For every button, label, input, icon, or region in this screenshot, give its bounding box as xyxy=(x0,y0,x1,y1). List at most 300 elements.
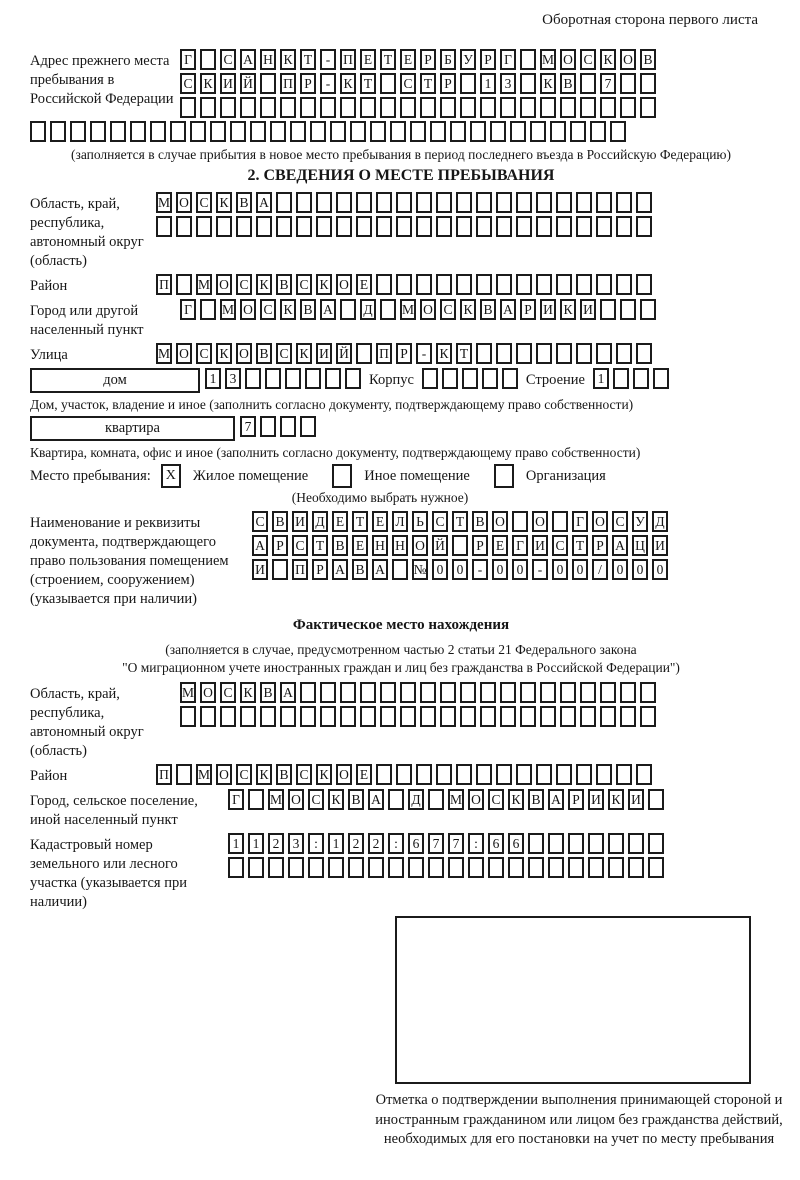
dom-box: дом xyxy=(30,368,200,393)
kadastr-rows xyxy=(228,833,664,912)
char-cell: Г xyxy=(180,299,196,320)
char-cell xyxy=(450,121,466,142)
char-cell xyxy=(360,682,376,703)
char-cell xyxy=(576,216,592,237)
char-cell xyxy=(130,121,146,142)
char-cell xyxy=(345,368,361,389)
char-cell: Т xyxy=(300,49,316,70)
char-cell xyxy=(296,192,312,213)
char-cell xyxy=(560,706,576,727)
char-cell xyxy=(588,833,604,854)
char-cell: 0 xyxy=(452,559,468,580)
char-cell xyxy=(416,764,432,785)
char-cell xyxy=(653,368,669,389)
char-cell xyxy=(248,857,264,878)
char-cell xyxy=(230,121,246,142)
char-cell xyxy=(560,682,576,703)
char-cell xyxy=(540,706,556,727)
char-cell xyxy=(500,682,516,703)
char-cell xyxy=(552,511,568,532)
char-cell: Е xyxy=(356,274,372,295)
char-cell xyxy=(320,682,336,703)
stroenie-cells xyxy=(593,368,669,389)
char-cell xyxy=(396,192,412,213)
char-cell: 0 xyxy=(492,559,508,580)
char-cell: К xyxy=(240,682,256,703)
cell-row xyxy=(180,299,656,340)
char-cell: К xyxy=(608,789,624,810)
cell-row xyxy=(156,274,652,296)
raion-label: Район xyxy=(30,278,68,294)
char-cell xyxy=(236,216,252,237)
fact-raion-label: Район xyxy=(30,768,68,784)
char-cell xyxy=(560,97,576,118)
char-cell xyxy=(640,97,656,118)
char-cell: 0 xyxy=(612,559,628,580)
char-cell xyxy=(480,682,496,703)
char-cell xyxy=(260,706,276,727)
char-cell xyxy=(520,682,536,703)
char-cell xyxy=(356,192,372,213)
char-cell: В xyxy=(332,535,348,556)
char-cell xyxy=(260,73,276,94)
char-cell xyxy=(356,216,372,237)
char-cell xyxy=(488,857,504,878)
char-cell xyxy=(240,706,256,727)
char-cell: И xyxy=(588,789,604,810)
char-cell: 0 xyxy=(432,559,448,580)
char-cell: 0 xyxy=(652,559,668,580)
char-cell: 7 xyxy=(240,416,256,437)
char-cell xyxy=(500,706,516,727)
char-cell: С xyxy=(552,535,568,556)
char-cell xyxy=(648,833,664,854)
char-cell xyxy=(596,343,612,364)
char-cell xyxy=(436,216,452,237)
korpus-cells xyxy=(422,368,518,389)
char-cell: В xyxy=(260,682,276,703)
char-cell xyxy=(396,216,412,237)
char-cell xyxy=(640,682,656,703)
char-cell: Е xyxy=(400,49,416,70)
char-cell: О xyxy=(420,299,436,320)
char-cell xyxy=(628,833,644,854)
checkbox-organizatsiya xyxy=(494,464,514,488)
char-cell: С xyxy=(252,511,268,532)
dom-cells xyxy=(205,368,361,389)
char-cell: П xyxy=(156,764,172,785)
char-cell: К xyxy=(296,343,312,364)
char-cell: Е xyxy=(352,535,368,556)
fact-gorod-label: Город, сельское поселение, иной населенный пункт xyxy=(30,793,198,828)
char-cell: С xyxy=(296,764,312,785)
char-cell: К xyxy=(560,299,576,320)
char-cell: Т xyxy=(352,511,368,532)
char-cell xyxy=(190,121,206,142)
checkbox-zhiloe: X xyxy=(161,464,181,488)
char-cell: Р xyxy=(520,299,536,320)
char-cell xyxy=(570,121,586,142)
char-cell: О xyxy=(492,511,508,532)
cell-row xyxy=(156,192,652,213)
char-cell xyxy=(476,216,492,237)
char-cell xyxy=(340,97,356,118)
char-cell xyxy=(285,368,301,389)
dom-row xyxy=(30,368,772,393)
char-cell xyxy=(528,833,544,854)
document-label: Наименование и реквизиты документа, подтверждающего право пользования помещением (строением, сооружением) (указывается при наличии) xyxy=(30,515,229,607)
char-cell: Р xyxy=(592,535,608,556)
char-cell xyxy=(508,857,524,878)
char-cell: Г xyxy=(180,49,196,70)
char-cell: Й xyxy=(432,535,448,556)
char-cell: Т xyxy=(452,511,468,532)
char-cell xyxy=(480,97,496,118)
char-cell xyxy=(300,97,316,118)
char-cell: Т xyxy=(360,73,376,94)
char-cell: 1 xyxy=(480,73,496,94)
char-cell xyxy=(496,343,512,364)
char-cell: М xyxy=(540,49,556,70)
char-cell xyxy=(196,216,212,237)
char-cell xyxy=(616,764,632,785)
char-cell xyxy=(265,368,281,389)
option-zhiloe-label: Жилое помещение xyxy=(192,467,309,484)
char-cell: Е xyxy=(356,764,372,785)
char-cell: Е xyxy=(360,49,376,70)
char-cell: Й xyxy=(240,73,256,94)
char-cell: 2 xyxy=(348,833,364,854)
fact-raion-field xyxy=(30,764,772,786)
char-cell: Н xyxy=(372,535,388,556)
char-cell xyxy=(588,857,604,878)
char-cell: 2 xyxy=(368,833,384,854)
char-cell: Р xyxy=(420,49,436,70)
char-cell xyxy=(260,416,276,437)
char-cell: Р xyxy=(440,73,456,94)
kvartira-box: квартира xyxy=(30,416,235,441)
char-cell xyxy=(600,97,616,118)
char-cell xyxy=(250,121,266,142)
char-cell xyxy=(368,857,384,878)
char-cell xyxy=(30,121,46,142)
char-cell: А xyxy=(372,559,388,580)
char-cell xyxy=(596,216,612,237)
cell-row xyxy=(252,559,668,580)
char-cell xyxy=(110,121,126,142)
kadastr-label: Кадастровый номер земельного или лесного участка (указывается при наличии) xyxy=(30,837,187,910)
char-cell: К xyxy=(280,299,296,320)
char-cell xyxy=(636,216,652,237)
char-cell xyxy=(416,216,432,237)
char-cell: 1 xyxy=(205,368,221,389)
char-cell: К xyxy=(280,49,296,70)
char-cell xyxy=(276,192,292,213)
char-cell xyxy=(540,682,556,703)
char-cell xyxy=(200,97,216,118)
char-cell xyxy=(228,857,244,878)
fact-note-line2: "О миграционном учете иностранных граждан и лиц без гражданства в Российской Федерации") xyxy=(122,660,680,675)
char-cell: К xyxy=(256,274,272,295)
char-cell: А xyxy=(500,299,516,320)
checkbox-inoe xyxy=(332,464,352,488)
char-cell xyxy=(596,274,612,295)
char-cell xyxy=(176,764,192,785)
char-cell: - xyxy=(416,343,432,364)
char-cell: Г xyxy=(228,789,244,810)
char-cell: - xyxy=(532,559,548,580)
char-cell xyxy=(70,121,86,142)
char-cell: - xyxy=(320,73,336,94)
char-cell xyxy=(520,97,536,118)
dom-note: Дом, участок, владение и иное (заполнить согласно документу, подтверждающему право собственности) xyxy=(30,397,634,412)
char-cell: С xyxy=(196,343,212,364)
char-cell: Д xyxy=(408,789,424,810)
char-cell: И xyxy=(580,299,596,320)
char-cell: К xyxy=(256,764,272,785)
char-cell xyxy=(376,216,392,237)
char-cell xyxy=(536,274,552,295)
char-cell: К xyxy=(540,73,556,94)
cell-row xyxy=(180,682,656,703)
char-cell: Р xyxy=(312,559,328,580)
char-cell xyxy=(536,343,552,364)
char-cell xyxy=(620,682,636,703)
char-cell xyxy=(548,857,564,878)
char-cell: А xyxy=(240,49,256,70)
mesto-label: Место пребывания: xyxy=(30,467,151,484)
char-cell xyxy=(460,706,476,727)
cell-row xyxy=(180,73,656,94)
char-cell xyxy=(176,274,192,295)
char-cell: С xyxy=(308,789,324,810)
char-cell xyxy=(480,706,496,727)
char-cell: Т xyxy=(572,535,588,556)
char-cell xyxy=(390,121,406,142)
char-cell xyxy=(200,49,216,70)
gorod-label: Город или другой населенный пункт xyxy=(30,303,144,338)
char-cell xyxy=(636,192,652,213)
char-cell xyxy=(576,274,592,295)
cell-row xyxy=(156,216,652,237)
char-cell: И xyxy=(220,73,236,94)
char-cell: О xyxy=(176,343,192,364)
prev-address-note: (заполняется в случае прибытия в новое место пребывания в период последнего въезда в Российскую Федерацию) xyxy=(70,147,732,162)
char-cell xyxy=(496,764,512,785)
char-cell xyxy=(300,706,316,727)
char-cell: П xyxy=(292,559,308,580)
char-cell: П xyxy=(376,343,392,364)
char-cell: / xyxy=(592,559,608,580)
char-cell xyxy=(590,121,606,142)
char-cell: И xyxy=(628,789,644,810)
char-cell xyxy=(608,833,624,854)
oblast-label: Область, край, республика, автономный округ (область) xyxy=(30,196,144,269)
char-cell: Г xyxy=(572,511,588,532)
char-cell: К xyxy=(216,192,232,213)
char-cell xyxy=(400,706,416,727)
char-cell: У xyxy=(632,511,648,532)
char-cell xyxy=(428,857,444,878)
char-cell xyxy=(476,764,492,785)
char-cell: С xyxy=(432,511,448,532)
char-cell xyxy=(556,274,572,295)
prev-address-field xyxy=(30,49,772,118)
char-cell: С xyxy=(220,682,236,703)
cell-row xyxy=(180,97,656,118)
char-cell xyxy=(448,857,464,878)
char-cell: Б xyxy=(440,49,456,70)
char-cell xyxy=(452,535,468,556)
char-cell xyxy=(336,192,352,213)
char-cell xyxy=(305,368,321,389)
char-cell: М xyxy=(156,192,172,213)
stroenie-label: Строение xyxy=(525,372,585,388)
char-cell xyxy=(156,216,172,237)
char-cell: Т xyxy=(312,535,328,556)
char-cell: О xyxy=(336,764,352,785)
char-cell: С xyxy=(236,274,252,295)
char-cell: П xyxy=(280,73,296,94)
char-cell xyxy=(616,192,632,213)
char-cell: О xyxy=(592,511,608,532)
document-field xyxy=(30,511,772,609)
char-cell xyxy=(380,706,396,727)
char-cell xyxy=(550,121,566,142)
char-cell: : xyxy=(388,833,404,854)
char-cell: О xyxy=(288,789,304,810)
char-cell xyxy=(170,121,186,142)
char-cell xyxy=(210,121,226,142)
char-cell xyxy=(476,343,492,364)
fact-oblast-rows xyxy=(180,682,656,761)
char-cell xyxy=(616,274,632,295)
char-cell xyxy=(280,416,296,437)
kvartira-cells xyxy=(240,416,316,437)
char-cell: У xyxy=(460,49,476,70)
char-cell: 1 xyxy=(328,833,344,854)
char-cell xyxy=(392,559,408,580)
char-cell: Л xyxy=(392,511,408,532)
char-cell xyxy=(636,764,652,785)
char-cell: Е xyxy=(492,535,508,556)
char-cell: В xyxy=(640,49,656,70)
char-cell: С xyxy=(276,343,292,364)
char-cell: 3 xyxy=(288,833,304,854)
char-cell: Ц xyxy=(632,535,648,556)
char-cell xyxy=(596,764,612,785)
char-cell xyxy=(320,706,336,727)
char-cell xyxy=(400,97,416,118)
char-cell xyxy=(256,216,272,237)
char-cell xyxy=(300,682,316,703)
char-cell: О xyxy=(468,789,484,810)
cell-row xyxy=(228,857,664,878)
prev-address-label: Адрес прежнего места пребывания в Российской Федерации xyxy=(30,53,174,107)
char-cell xyxy=(462,368,478,389)
char-cell xyxy=(568,833,584,854)
char-cell xyxy=(220,706,236,727)
char-cell xyxy=(633,368,649,389)
char-cell: Р xyxy=(300,73,316,94)
char-cell: В xyxy=(560,73,576,94)
char-cell: К xyxy=(340,73,356,94)
char-cell xyxy=(648,789,664,810)
char-cell: А xyxy=(252,535,268,556)
char-cell xyxy=(576,192,592,213)
char-cell: К xyxy=(200,73,216,94)
char-cell: Г xyxy=(500,49,516,70)
char-cell: Т xyxy=(420,73,436,94)
char-cell xyxy=(528,857,544,878)
char-cell xyxy=(568,857,584,878)
char-cell xyxy=(496,274,512,295)
char-cell: К xyxy=(316,764,332,785)
char-cell xyxy=(502,368,518,389)
char-cell xyxy=(360,97,376,118)
char-cell xyxy=(440,706,456,727)
char-cell xyxy=(548,833,564,854)
char-cell: 2 xyxy=(268,833,284,854)
stamp-caption: Отметка о подтверждении выполнения принимающей стороной и иностранным гражданином или лицом без гражданства действий, необходимых для его постановки на учет по месту пребывания xyxy=(375,1092,783,1147)
char-cell xyxy=(456,216,472,237)
char-cell xyxy=(200,299,216,320)
cell-row xyxy=(180,49,656,70)
char-cell xyxy=(376,764,392,785)
gorod-field xyxy=(30,299,772,340)
char-cell: 0 xyxy=(512,559,528,580)
char-cell: М xyxy=(196,274,212,295)
char-cell xyxy=(340,682,356,703)
char-cell: 1 xyxy=(593,368,609,389)
char-cell: О xyxy=(240,299,256,320)
char-cell xyxy=(176,216,192,237)
fact-notes xyxy=(30,641,772,677)
char-cell xyxy=(422,368,438,389)
char-cell: К xyxy=(316,274,332,295)
char-cell xyxy=(396,274,412,295)
char-cell: - xyxy=(320,49,336,70)
char-cell xyxy=(50,121,66,142)
char-cell: О xyxy=(532,511,548,532)
char-cell: В xyxy=(300,299,316,320)
char-cell xyxy=(640,706,656,727)
cell-row xyxy=(156,764,652,786)
char-cell xyxy=(420,682,436,703)
char-cell: А xyxy=(548,789,564,810)
char-cell: К xyxy=(460,299,476,320)
char-cell xyxy=(440,97,456,118)
char-cell: Р xyxy=(480,49,496,70)
char-cell: О xyxy=(216,764,232,785)
char-cell: С xyxy=(236,764,252,785)
char-cell xyxy=(380,682,396,703)
char-cell xyxy=(536,192,552,213)
char-cell xyxy=(336,216,352,237)
option-inoe-label: Иное помещение xyxy=(364,467,470,484)
char-cell xyxy=(580,73,596,94)
char-cell xyxy=(520,49,536,70)
fact-title: Фактическое место нахождения xyxy=(292,617,510,633)
char-cell: П xyxy=(340,49,356,70)
char-cell xyxy=(436,192,452,213)
char-cell xyxy=(640,73,656,94)
cell-row xyxy=(252,511,668,532)
char-cell xyxy=(356,343,372,364)
char-cell xyxy=(310,121,326,142)
char-cell xyxy=(270,121,286,142)
char-cell xyxy=(600,299,616,320)
